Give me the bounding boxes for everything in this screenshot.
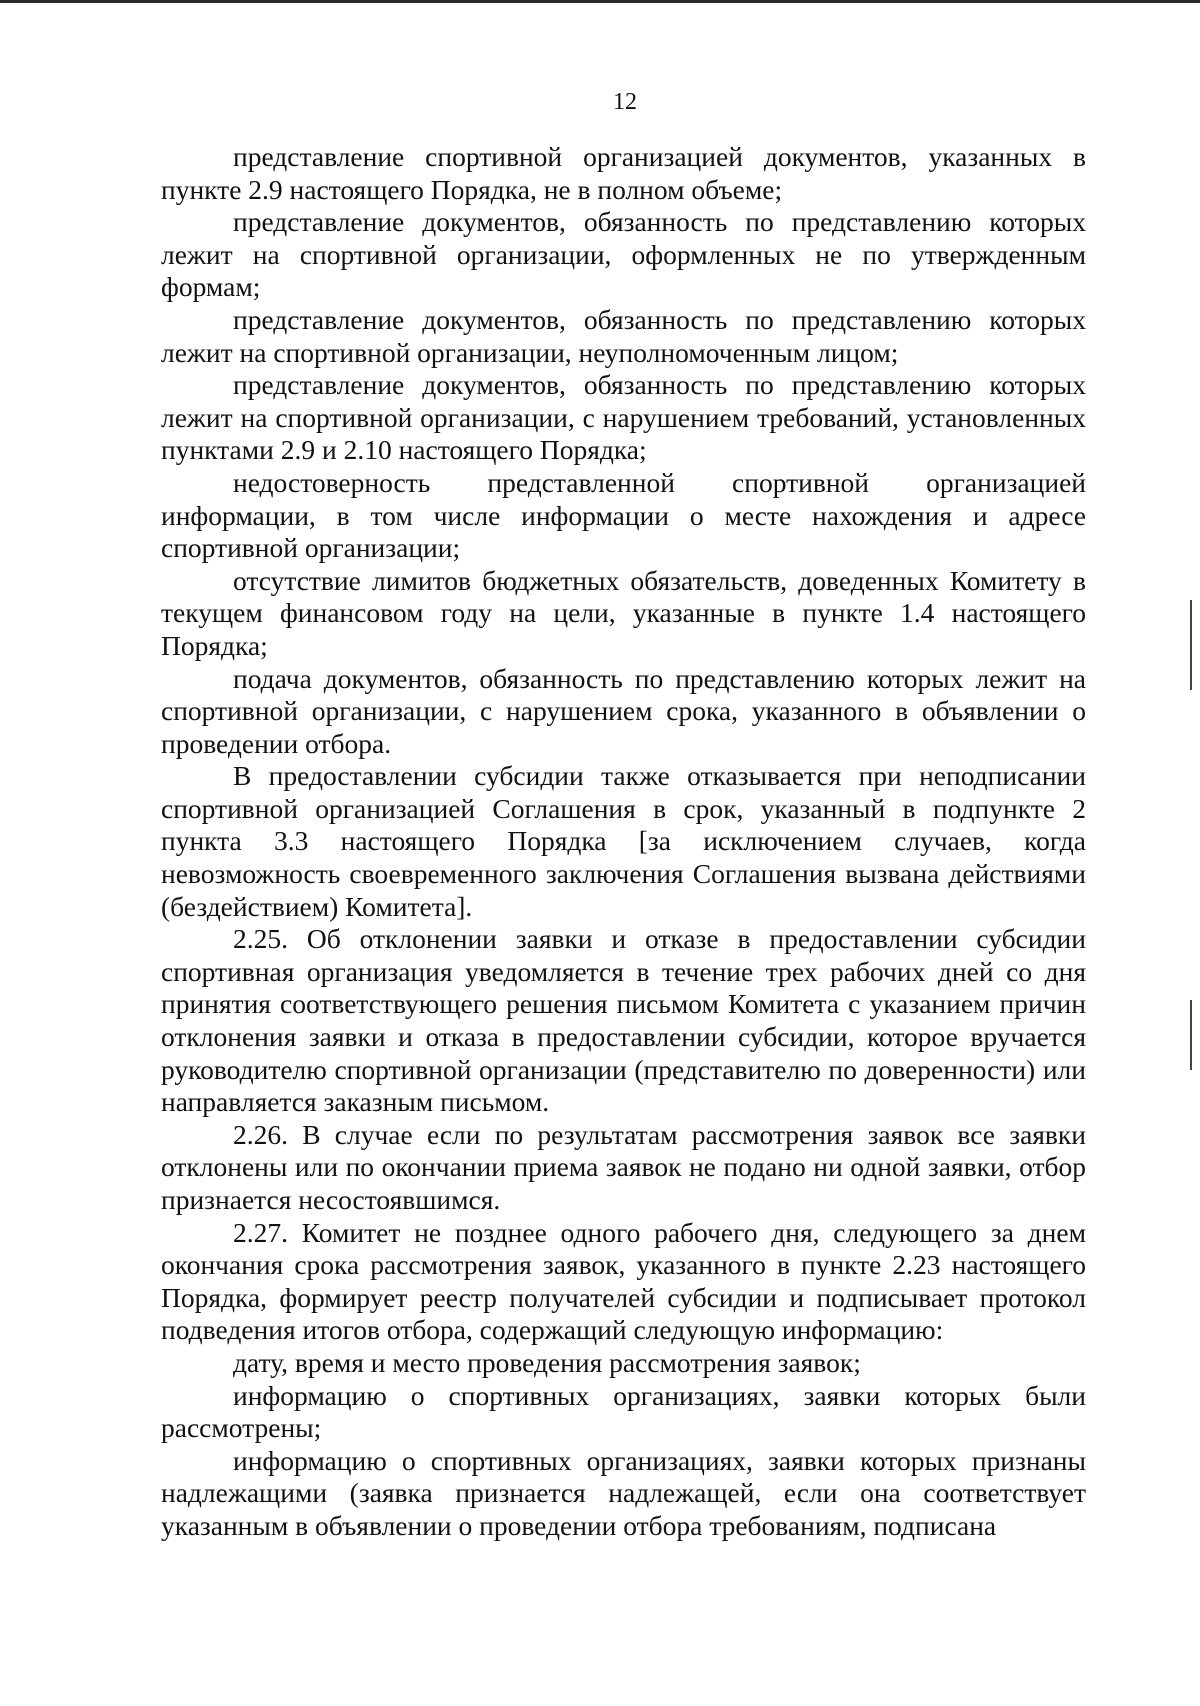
paragraph: представление документов, обязанность по представлению которых лежит на спортивной организации, неуполномоченным лицом; xyxy=(161,303,1086,368)
scan-top-edge xyxy=(0,0,1200,3)
paragraph: отсутствие лимитов бюджетных обязательств, доведенных Комитету в текущем финансовом году на цели, указанные в пункте 1.4 настоящего Порядка; xyxy=(161,564,1086,661)
paragraph: 2.26. В случае если по результатам рассмотрения заявок все заявки отклонены или по окончании приема заявок не подано ни одной заявки, отбор признается несостоявшимся. xyxy=(161,1118,1086,1215)
paragraph: представление документов, обязанность по представлению которых лежит на спортивной организации, с нарушением требований, установленных пунктами 2.9 и 2.10 настоящего Порядка; xyxy=(161,369,1086,466)
page-number: 12 xyxy=(613,89,637,115)
paragraph: информацию о спортивных организациях, заявки которых признаны надлежащими (заявка признается надлежащей, если она соответствует указанным в объявлении о проведении отбора требованиям, подписана xyxy=(161,1444,1086,1541)
paragraph: подача документов, обязанность по представлению которых лежит на спортивной организации, с нарушением срока, указанного в объявлении о проведении отбора. xyxy=(161,662,1086,759)
paragraph: 2.27. Комитет не позднее одного рабочего дня, следующего за днем окончания срока рассмотрения заявок, указанного в пункте 2.23 настоящего Порядка, формирует реестр получателей субсидии и подписывает протокол подведения итогов отбора, содержащий следующую информацию: xyxy=(161,1216,1086,1346)
document-body xyxy=(161,141,1086,1543)
paragraph: представление документов, обязанность по представлению которых лежит на спортивной организации, оформленных не по утвержденным формам; xyxy=(161,206,1086,303)
scan-edge-mark xyxy=(1190,1000,1192,1070)
paragraph: недостоверность представленной спортивной организацией информации, в том числе информации о месте нахождения и адресе спортивной организации; xyxy=(161,466,1086,564)
scan-edge-mark xyxy=(1190,600,1192,690)
paragraph: представление спортивной организацией документов, указанных в пункте 2.9 настоящего Порядка, не в полном объеме; xyxy=(161,141,1086,205)
paragraph: 2.25. Об отклонении заявки и отказе в предоставлении субсидии спортивная организация уведомляется в течение трех рабочих дней со дня принятия соответствующего решения письмом Комитета с указанием причин отклонения заявки и отказа в предоставлении субсидии, которое вручается руководителю спортивной организации (представителю по доверенности) или направляется заказным письмом. xyxy=(161,923,1086,1118)
paragraph: информацию о спортивных организациях, заявки которых были рассмотрены; xyxy=(161,1379,1086,1444)
paragraph: дату, время и место проведения рассмотрения заявок; xyxy=(233,1346,861,1378)
paragraph: В предоставлении субсидии также отказывается при неподписании спортивной организацией Соглашения в срок, указанный в подпункте 2 пункта 3.3 настоящего Порядка [за исключением случаев, когда невозможность своевременного заключения Соглашения вызвана действиями (бездействием) Комитета]. xyxy=(161,760,1086,922)
